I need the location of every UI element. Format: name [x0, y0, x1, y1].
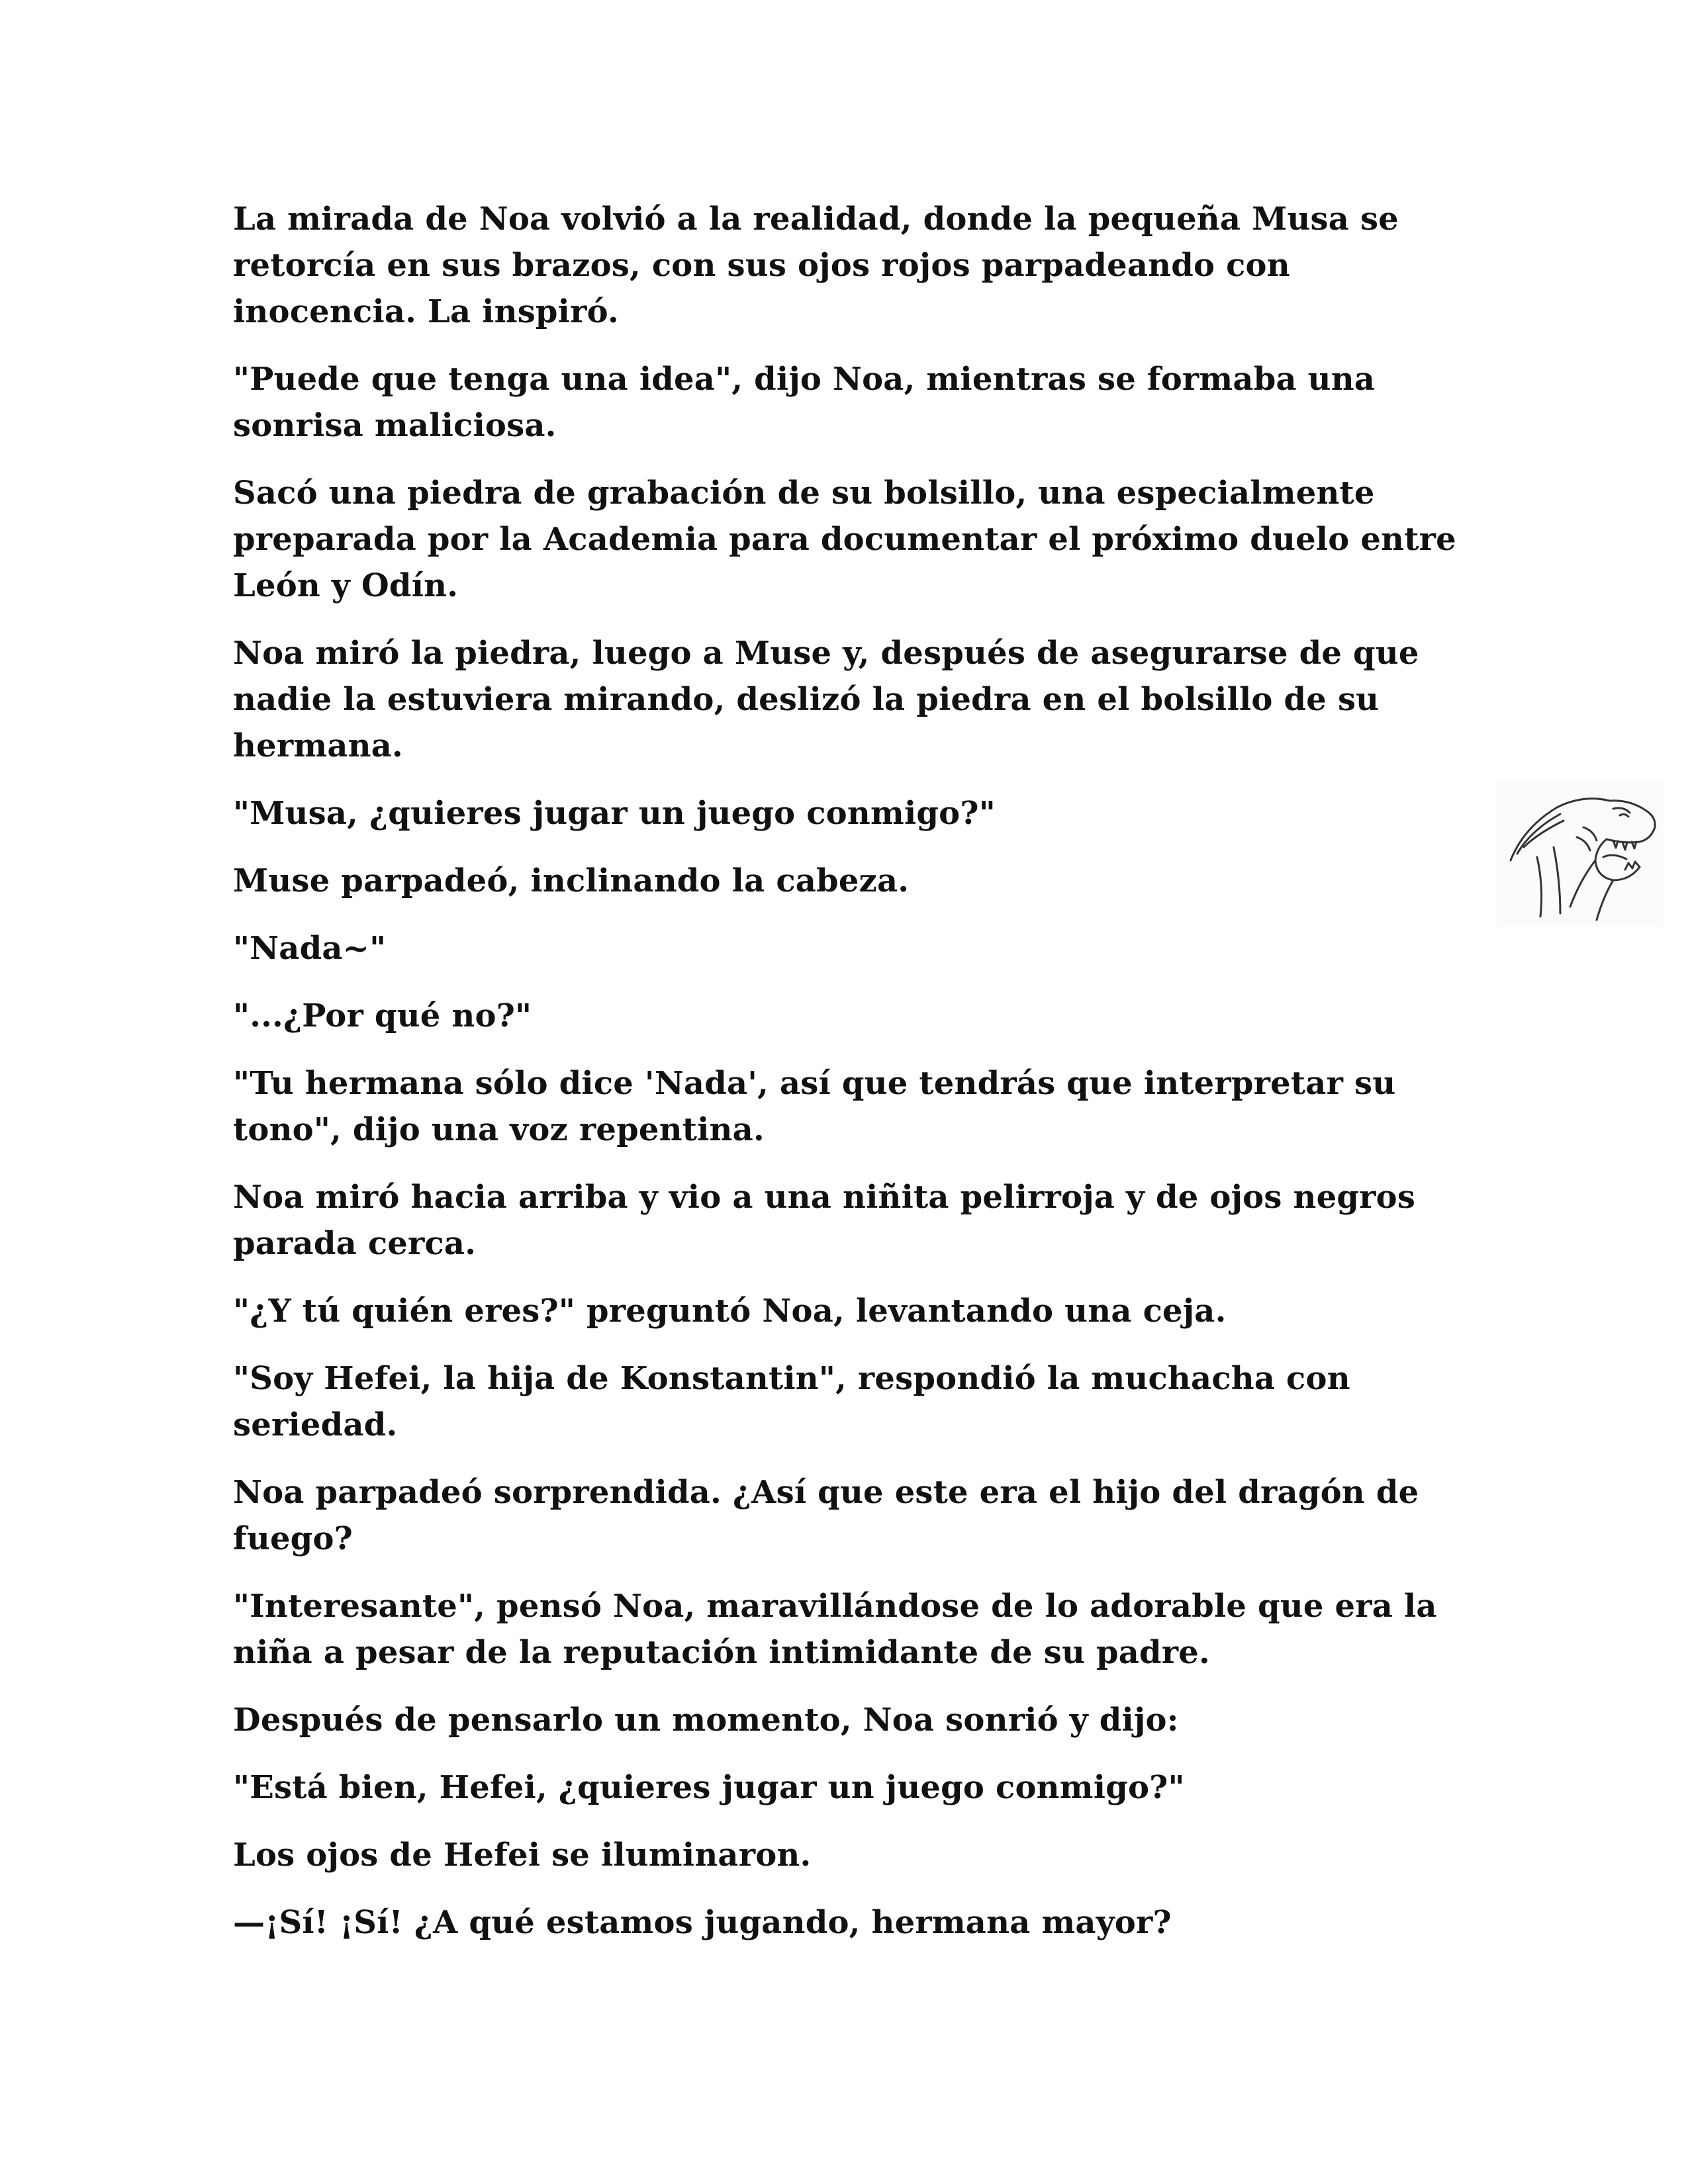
paragraph-14: "Interesante", pensó Noa, maravillándose de lo adorable que era la niña a pesar de la reputación intimidante de su padre. — [233, 1588, 1437, 1671]
paragraph-6: Muse parpadeó, inclinando la cabeza. — [233, 862, 910, 899]
paragraph-12: "Soy Hefei, la hija de Konstantin", respondió la muchacha con seriedad. — [233, 1360, 1350, 1443]
paragraph-17: Los ojos de Hefei se iluminaron. — [233, 1837, 812, 1874]
paragraph-15: Después de pensarlo un momento, Noa sonrió y dijo: — [233, 1702, 1179, 1739]
dinosaur-head-sketch-icon — [1497, 781, 1663, 927]
paragraph-11: "¿Y tú quién eres?" preguntó Noa, levantando una ceja. — [233, 1293, 1227, 1330]
paragraph-2: "Puede que tenga una idea", dijo Noa, mientras se formaba una sonrisa maliciosa. — [233, 361, 1376, 444]
paragraph-16: "Está bien, Hefei, ¿quieres jugar un juego conmigo?" — [233, 1769, 1185, 1806]
paragraph-18: —¡Sí! ¡Sí! ¿A qué estamos jugando, hermana mayor? — [233, 1904, 1172, 1941]
body-text — [233, 196, 1464, 1967]
paragraph-1: La mirada de Noa volvió a la realidad, donde la pequeña Musa se retorcía en sus brazos, con sus ojos rojos parpadeando con inocencia. La inspiró. — [233, 201, 1399, 330]
paragraph-13: Noa parpadeó sorprendida. ¿Así que este era el hijo del dragón de fuego? — [233, 1474, 1419, 1557]
paragraph-9: "Tu hermana sólo dice 'Nada', así que tendrás que interpretar su tono", dijo una voz repentina. — [233, 1065, 1396, 1148]
paragraph-3: Sacó una piedra de grabación de su bolsillo, una especialmente preparada por la Academia para documentar el próximo duelo entre León y Odín. — [233, 475, 1456, 604]
paragraph-8: "...¿Por qué no?" — [233, 997, 532, 1034]
paragraph-4: Noa miró la piedra, luego a Muse y, después de asegurarse de que nadie la estuviera mirando, deslizó la piedra en el bolsillo de su hermana. — [233, 635, 1419, 764]
paragraph-7: "Nada~" — [233, 930, 387, 967]
paragraph-5: "Musa, ¿quieres jugar un juego conmigo?" — [233, 795, 996, 832]
paragraph-10: Noa miró hacia arriba y vio a una niñita pelirroja y de ojos negros parada cerca. — [233, 1179, 1416, 1262]
